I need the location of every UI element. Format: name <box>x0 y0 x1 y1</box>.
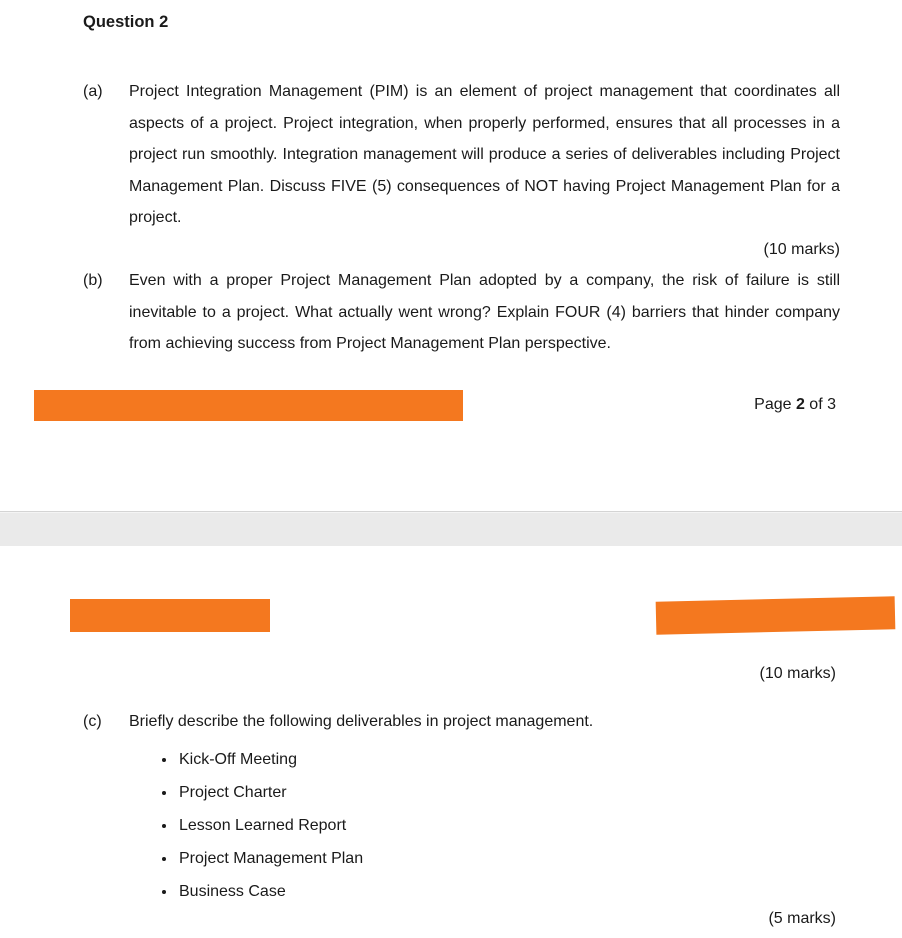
page2-redaction-row <box>0 599 902 632</box>
part-c-label: (c) <box>83 712 102 730</box>
question-part-a <box>83 76 840 265</box>
list-item-business-case: • Business Case <box>177 875 840 908</box>
redaction-bar-tilted <box>656 596 896 634</box>
part-c-body <box>129 711 840 908</box>
page-number-footer <box>754 394 836 416</box>
part-a-label: (a) <box>83 83 103 100</box>
question-part-c <box>83 711 840 908</box>
part-c-marks: (5 marks) <box>768 909 836 927</box>
page-break-divider <box>0 511 902 546</box>
part-b-marks: (10 marks) <box>759 664 836 682</box>
list-item-lesson-learned-report: • Lesson Learned Report <box>177 809 840 842</box>
question-title: Question 2 <box>83 13 169 31</box>
page-footer-suffix: of 3 <box>804 396 836 413</box>
page1-footer-row <box>34 390 836 421</box>
part-c-text: Briefly describe the following deliverables in project management. <box>129 712 594 730</box>
list-item-kickoff-meeting: • Kick-Off Meeting <box>177 743 840 776</box>
question-part-b <box>83 265 840 360</box>
part-b-label: (b) <box>83 272 103 289</box>
exam-document <box>0 12 902 938</box>
part-a-text: Project Integration Management (PIM) is an element of project management that coordinates all aspects of a project. Project integration, when properly performed, ensures that all processes in a project run smoothly. Integration management will produce a series of deliverables including Project Management Plan. Discuss FIVE (5) consequences of NOT having Project Management Plan for a project. <box>129 83 840 226</box>
page-footer-number: 2 <box>795 396 805 413</box>
part-a-body <box>129 76 840 265</box>
deliverables-list <box>155 743 840 908</box>
redaction-bar-small <box>70 599 270 632</box>
part-b-body <box>129 265 840 360</box>
part-a-marks: (10 marks) <box>763 240 840 258</box>
part-b-text: Even with a proper Project Management Plan adopted by a company, the risk of failure is still inevitable to a project. What actually went wrong? Explain FOUR (4) barriers that hinder company from achieving success from Project Management Plan perspective. <box>129 272 840 352</box>
page-footer-prefix: Page <box>754 396 796 413</box>
list-item-project-management-plan: • Project Management Plan <box>177 842 840 875</box>
redaction-bar-left <box>34 390 463 421</box>
list-item-project-charter: • Project Charter <box>177 776 840 809</box>
